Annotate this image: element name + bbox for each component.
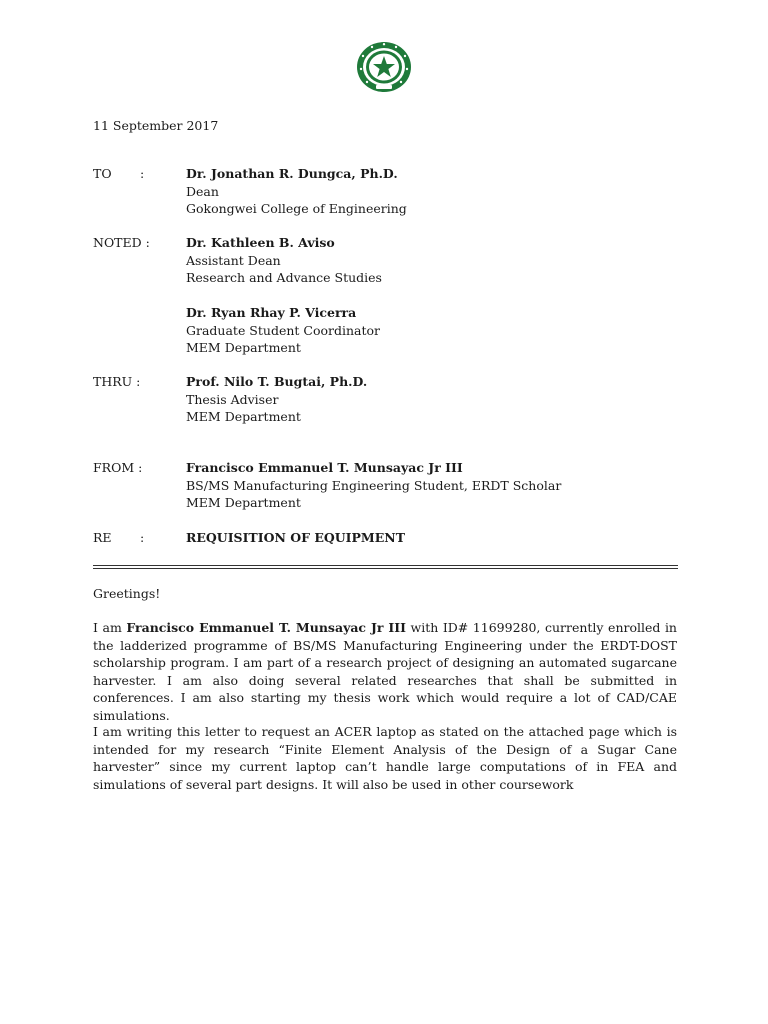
- re-label: RE: [93, 530, 112, 545]
- thru-label: THRU :: [93, 374, 141, 389]
- divider-line-bottom: [93, 568, 678, 569]
- to-colon: :: [140, 166, 145, 181]
- from-name: Francisco Emmanuel T. Munsayac Jr III: [186, 460, 463, 475]
- from-label: FROM :: [93, 460, 143, 475]
- letter-date: 11 September 2017: [93, 118, 219, 133]
- body-paragraph-2: I am writing this letter to request an ACER laptop as stated on the attached page which is intended for my research “Finite Element Analysis of the Design of a Sugar Cane harvester” since my current laptop can’t handle large computations of in FEA and simulations of several part designs. It will also be used in other coursework: [93, 724, 677, 792]
- university-seal-icon: [356, 41, 412, 93]
- thru-name: Prof. Nilo T. Bugtai, Ph.D.: [186, 374, 368, 389]
- thru-title: Thesis Adviser: [186, 391, 279, 407]
- to-name: Dr. Jonathan R. Dungca, Ph.D.: [186, 166, 398, 181]
- p1-prefix: I am: [93, 620, 127, 635]
- divider-line-top: [93, 565, 678, 566]
- from-office: MEM Department: [186, 495, 301, 510]
- body-paragraph-1: [93, 619, 677, 724]
- noted-second-name: Dr. Ryan Rhay P. Vicerra: [186, 305, 357, 320]
- to-office: Gokongwei College of Engineering: [186, 201, 407, 216]
- noted-second-title: Graduate Student Coordinator: [186, 322, 381, 338]
- re-colon: :: [140, 530, 145, 545]
- greeting: Greetings!: [93, 586, 161, 601]
- noted-first-office: Research and Advance Studies: [186, 270, 382, 285]
- to-label: TO: [93, 166, 112, 181]
- p1-name: Francisco Emmanuel T. Munsayac Jr III: [126, 620, 406, 635]
- noted-first-title: Assistant Dean: [186, 252, 281, 268]
- to-title: Dean: [186, 183, 219, 199]
- noted-second-office: MEM Department: [186, 340, 301, 355]
- noted-label: NOTED :: [93, 235, 150, 250]
- thru-office: MEM Department: [186, 409, 301, 424]
- from-title: BS/MS Manufacturing Engineering Student, ERDT Scholar: [186, 477, 562, 493]
- p1-rest: with ID# 11699280, currently enrolled in the ladderized programme of BS/MS Manufacturing Engineering under the ERDT-DOST scholarship program. I am part of a research project of designing an automated sugarcane harvester. I am also doing several related researches that shall be submitted in conferences. I am also starting my thesis work which would require a lot of CAD/CAE simulations.: [93, 620, 677, 723]
- noted-first-name: Dr. Kathleen B. Aviso: [186, 235, 335, 250]
- re-subject: REQUISITION OF EQUIPMENT: [186, 530, 406, 545]
